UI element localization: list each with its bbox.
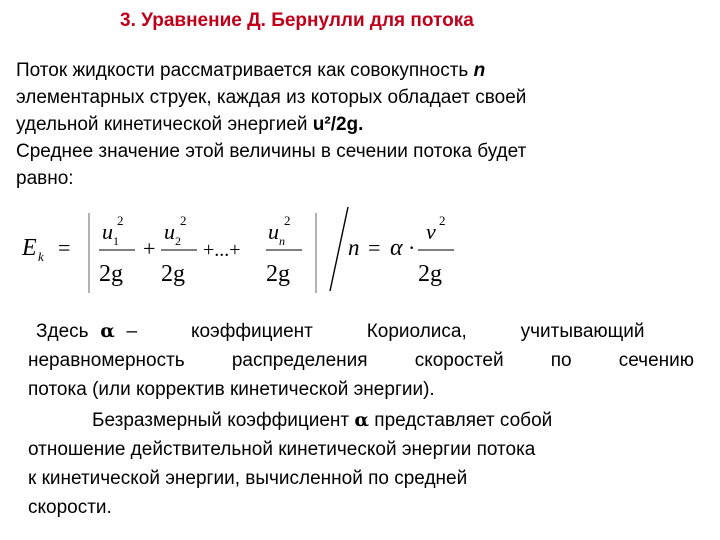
specific-energy-expr: u²/2g.	[312, 114, 364, 135]
intro-line-3-text: удельной кинетической энергией	[16, 114, 313, 135]
term2-sup: 2	[180, 213, 187, 228]
formula-E: E	[22, 235, 37, 261]
dimensionless-line-3: к кинетической энергии, вычисленной по средней	[28, 468, 468, 489]
dimensionless-line-1	[28, 406, 694, 435]
formula-dot: ·	[408, 235, 416, 260]
n-variable: n	[473, 60, 486, 81]
dimensionless-line-4: скорости.	[28, 497, 112, 518]
formula-k-subscript: k	[38, 249, 44, 264]
term1-denominator: 2g	[99, 261, 123, 287]
formula-division-slash	[330, 207, 348, 291]
formula-plus: +	[143, 236, 156, 261]
velocity-v: v	[426, 219, 436, 244]
coriolis-line-1-text: – коэффициент Кориолиса, учитывающий	[126, 321, 645, 342]
dimensionless-line-1-text: Безразмерный коэффициент	[92, 410, 355, 431]
intro-line-4: Среднее значение этой величины в сечении потока будет	[16, 141, 527, 162]
term2-denominator: 2g	[161, 261, 185, 287]
formula-equals-2: =	[368, 235, 381, 260]
bernoulli-formula	[10, 205, 490, 305]
coriolis-line-3: потока (или корректив кинетической энергии).	[28, 379, 435, 400]
dimensionless-line-2: отношение действительной кинетической энергии потока	[28, 439, 536, 460]
intro-line-1	[16, 57, 706, 84]
coriolis-line-1	[28, 317, 694, 346]
termn-sup: 2	[284, 213, 291, 228]
velocity-denominator: 2g	[418, 261, 442, 287]
alpha-symbol-1: α	[100, 320, 115, 342]
coriolis-line-1-here: Здесь	[36, 321, 89, 342]
formula-plus-dots: +...+	[203, 239, 241, 261]
coriolis-line-2: неравномерность распределения скоростей по сечению	[28, 350, 694, 371]
slide-title: 3. Уравнение Д. Бернулли для потока	[120, 10, 474, 31]
intro-line-3	[16, 111, 706, 138]
term2-sub: 2	[175, 234, 181, 248]
formula-alpha: α	[390, 235, 403, 261]
term1-sup: 2	[117, 213, 124, 228]
intro-line-5: равно:	[16, 168, 74, 189]
termn-u: u	[268, 219, 279, 244]
formula-n: n	[348, 235, 360, 260]
term1-sub: 1	[113, 234, 119, 248]
term1-u: u	[102, 219, 113, 244]
formula-equals-1: =	[58, 235, 71, 260]
intro-paragraph	[16, 57, 706, 192]
term2-u: u	[164, 219, 175, 244]
intro-line-1-text: Поток жидкости рассматривается как совокупность	[16, 60, 474, 81]
velocity-sup: 2	[439, 213, 446, 228]
coriolis-paragraph	[28, 317, 694, 404]
intro-line-2: элементарных струек, каждая из которых обладает своей	[16, 87, 527, 108]
alpha-symbol-2: α	[354, 409, 370, 431]
termn-sub: n	[279, 234, 285, 248]
termn-denominator: 2g	[266, 261, 290, 287]
dimensionless-line-1-tail: представляет собой	[369, 410, 553, 431]
dimensionless-paragraph	[28, 406, 694, 522]
formula-svg	[10, 205, 490, 305]
